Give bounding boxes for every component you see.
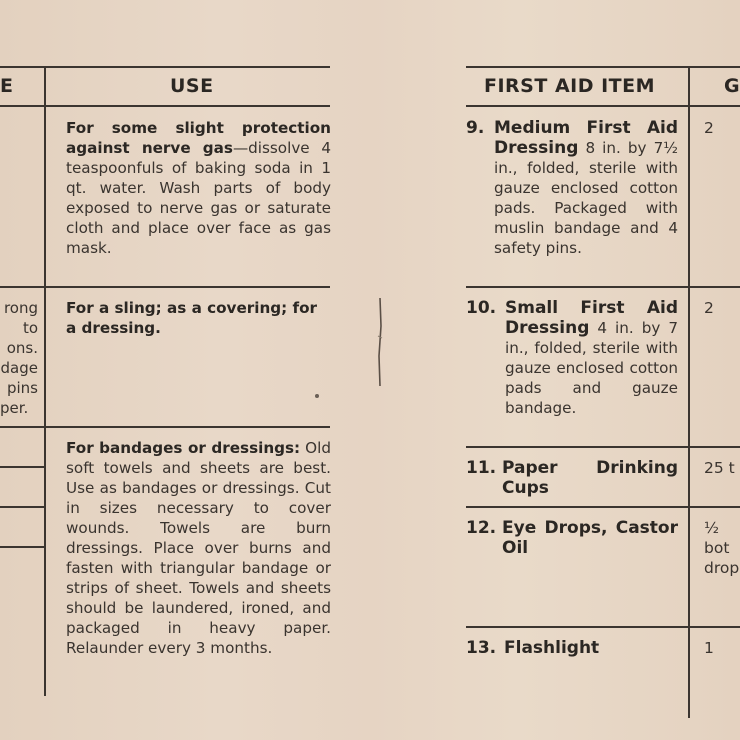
right-table-top-rule — [466, 66, 740, 68]
use-column-header: USE — [170, 75, 214, 97]
left-row-rule-1 — [0, 286, 330, 288]
right-row-rule-4 — [466, 626, 740, 628]
item-9-name: Medium First Aid Dressing — [494, 118, 678, 158]
use-row-nerve-gas — [66, 118, 331, 258]
staple-fold-mark — [376, 296, 384, 388]
item-10-name: Small First Aid Dressing — [505, 298, 678, 338]
left-fragment-rule-c — [0, 546, 44, 548]
paper-speck — [315, 394, 319, 398]
item-10-qty: 2 — [704, 299, 714, 317]
item-12-number: 12. — [466, 518, 497, 538]
left-fragment-5: pins — [6, 379, 38, 397]
use-row-nerve-gas-text: —dissolve 4 teaspoonfuls of baking soda in 1 qt. water. Wash parts of body exposed to nerve gas or saturate cloth and place over face as gas mask. — [66, 139, 331, 257]
use-row-bandages — [66, 438, 331, 658]
item-9-text — [494, 118, 678, 258]
item-10-desc: 4 in. by 7 in., folded, sterile with gauze enclosed cotton pads and gauze bandage. — [505, 319, 678, 417]
right-row-rule-1 — [466, 286, 740, 288]
left-fragment-1: rong — [3, 299, 38, 317]
use-row-sling — [66, 298, 331, 338]
item-9-qty: 2 — [704, 119, 714, 137]
left-header-rule — [0, 105, 330, 107]
left-fragment-6: per. — [0, 399, 29, 417]
left-fragment-2: to — [22, 319, 38, 337]
left-header-fragment: E — [0, 75, 14, 97]
qty-header-fragment: G — [724, 75, 740, 97]
right-row-rule-3 — [466, 506, 740, 508]
item-9-desc: 8 in. by 7½ in., folded, sterile with gauze enclosed cotton pads. Packaged with muslin bandage and 4 safety pins. — [494, 139, 678, 257]
left-fragment-rule-b — [0, 506, 44, 508]
right-table-divider — [688, 66, 690, 718]
item-12-qty: ½ — [704, 519, 720, 537]
use-row-sling-lead: For a sling; as a covering; for a dressing. — [66, 299, 318, 337]
item-12-name: Eye Drops, Castor Oil — [502, 518, 678, 558]
item-12-qty-line3: drop — [704, 559, 740, 577]
item-9-number: 9. — [466, 118, 485, 138]
use-row-bandages-lead: For bandages or dressings: — [66, 439, 301, 457]
item-13-qty: 1 — [704, 639, 714, 657]
item-11-qty: 25 t — [704, 459, 735, 477]
first-aid-item-header: FIRST AID ITEM — [484, 75, 656, 97]
left-row-rule-2 — [0, 426, 330, 428]
item-12-text — [502, 518, 678, 558]
left-table-divider — [44, 66, 46, 696]
left-table-top-rule — [0, 66, 330, 68]
item-10-number: 10. — [466, 298, 497, 318]
item-11-number: 11. — [466, 458, 497, 478]
item-13-number: 13. — [466, 638, 497, 658]
left-fragment-4: dage — [0, 359, 38, 377]
use-row-bandages-text: Old soft towels and sheets are best. Use as bandages or dressings. Cut in sizes necessary to cover wounds. Towels are burn dressings. Place over burns and fasten with triangular bandage or strips of sheet. Towels and sheets should be laundered, ironed, and packaged in heavy paper. Relaunder every 3 months. — [66, 439, 331, 657]
left-fragment-rule-a — [0, 466, 44, 468]
item-13-text — [504, 638, 678, 658]
item-10-text — [505, 298, 678, 418]
item-13-name: Flashlight — [504, 638, 600, 658]
left-fragment-3: ons. — [6, 339, 38, 357]
use-row-nerve-gas-lead: For some slight protection against nerve gas — [66, 119, 331, 157]
item-12-qty-line2: bot — [704, 539, 730, 557]
item-11-text — [502, 458, 678, 498]
right-row-rule-2 — [466, 446, 740, 448]
right-header-rule — [466, 105, 740, 107]
item-11-name: Paper Drinking Cups — [502, 458, 678, 498]
